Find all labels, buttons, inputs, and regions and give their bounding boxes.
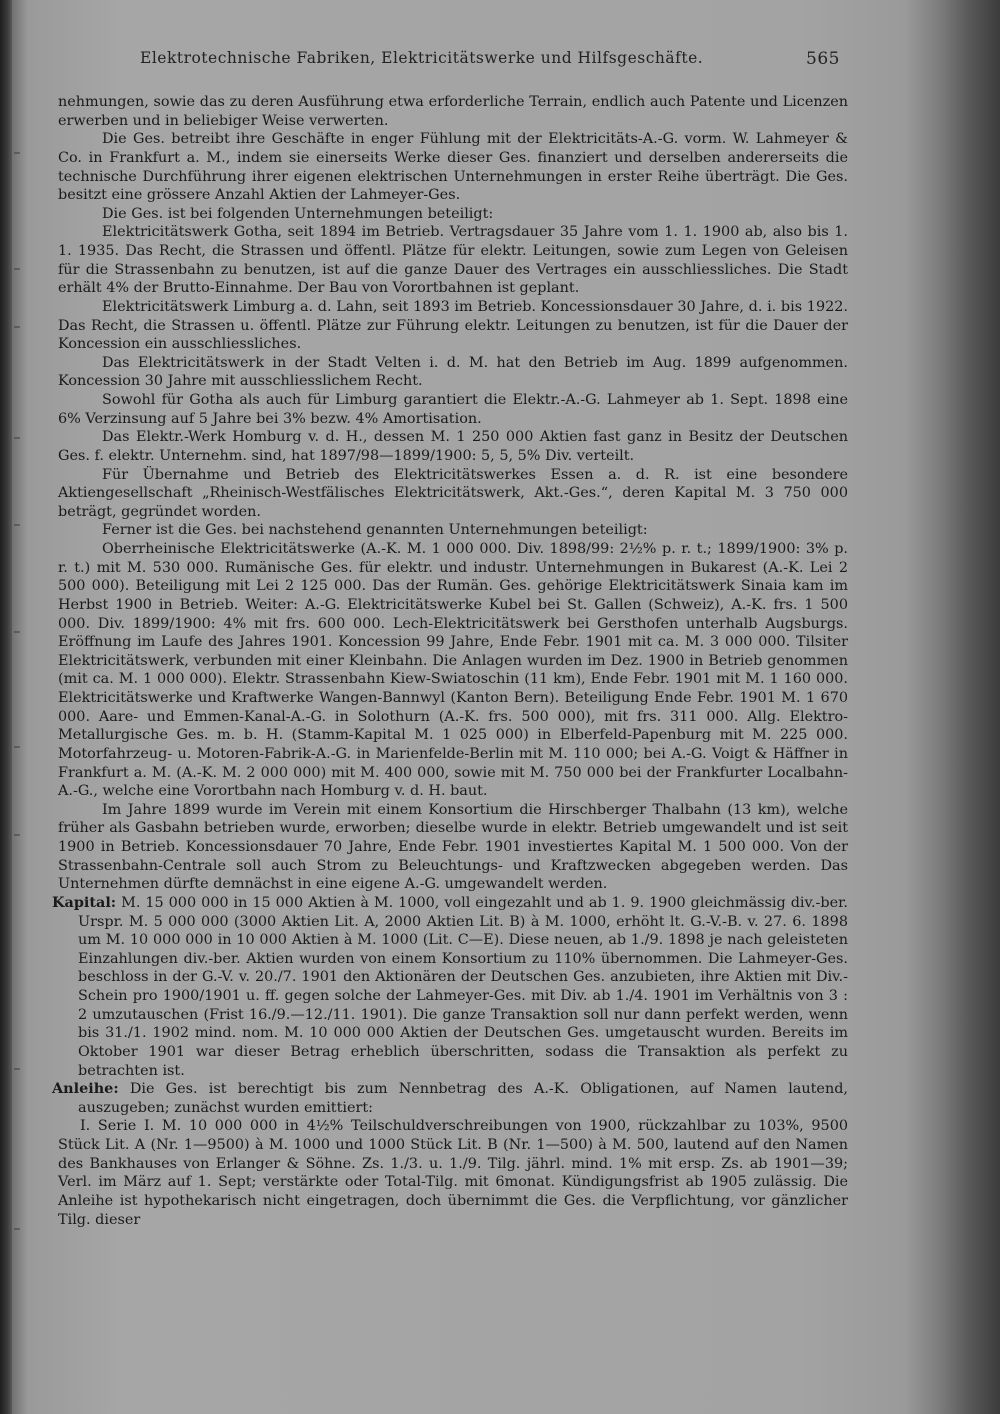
paragraph <box>58 298 848 354</box>
paragraph <box>58 466 848 522</box>
paragraph <box>58 521 848 540</box>
section-label: Anleihe: <box>52 1080 119 1098</box>
paragraph-text: M. 15 000 000 in 15 000 Aktien à M. 1000, voll eingezahlt und ab 1. 9. 1900 gleichmässig div.-ber. Urspr. M. 5 000 000 (3000 Aktien Lit. A, 2000 Aktien Lit. B) à M. 1000, erhöht lt. G.-V.-B. v. 27. 6. 1898 um M. 10 000 000 in 10 000 Aktien à M. 1000 (Lit. C—E). Diese neuen, ab 1./9. 1898 je nach geleisteten Einzahlungen div.-ber. Aktien wurden von einem Konsortium zu 110% übernommen. Die Lahmeyer-Ges. beschloss in der G.-V. v. 20./7. 1901 den Aktionären der Deutschen Ges. anzubieten, ihre Aktien mit Div.-Schein pro 1900/1901 u. ff. gegen solche der Lahmeyer-Ges. mit Div. ab 1./4. 1901 im Verhältnis von 3 : 2 umzutauschen (Frist 16./9.—12./11. 1901). Die ganze Transaktion soll nur dann perfekt werden, wenn bis 31./1. 1902 mind. nom. M. 10 000 000 Aktien der Deutschen Ges. umgetauscht wurden. Bereits im Oktober 1901 war dieser Betrag erheblich überschritten, sodass die Transaktion als perfekt zu betrachten ist. <box>78 894 848 1079</box>
paragraph-text: Elektricitätswerk Limburg a. d. Lahn, seit 1893 im Betrieb. Koncessionsdauer 30 Jahre, d. i. bis 1922. Das Recht, die Strassen u. öffentl. Plätze zur Führung elektr. Leitungen zu benutzen, ist für die Dauer der Koncession ein ausschliessliches. <box>58 298 848 353</box>
paragraph <box>58 391 848 428</box>
paragraph <box>58 223 848 298</box>
body-text <box>52 93 848 1229</box>
header-title: Elektrotechnische Fabriken, Elektricitätswerke und Hilfsgeschäfte. <box>140 49 704 67</box>
paragraph <box>58 93 848 130</box>
paragraph <box>58 801 848 894</box>
paragraph-text: Die Ges. ist berechtigt bis zum Nennbetrag des A.-K. Obligationen, auf Namen lautend, auszugeben; zunächst wurden emittiert: <box>78 1081 848 1116</box>
paragraph-text: Oberrheinische Elektricitätswerke (A.-K. M. 1 000 000. Div. 1898/99: 2½% p. r. t.; 1899/1900: 3% p. r. t.) mit M. 530 000. Rumänische Ges. für elektr. und industr. Unternehmungen in Bukarest (A.-K. Lei 2 500 000). Beteiligung mit Lei 2 125 000. Das der Rumän. Ges. gehörige Elektricitätswerk Sinaia kam im Herbst 1900 in Betrieb. Weiter: A.-G. Elektricitätswerke Kubel bei St. Gallen (Schweiz), A.-K. frs. 1 500 000. Div. 1899/1900: 4% mit frs. 600 000. Lech-Elektricitätswerk bei Gersthofen unterhalb Augsburgs. Eröffnung im Laufe des Jahres 1901. Koncession 99 Jahre, Ende Febr. 1901 mit ca. M. 3 000 000. Tilsiter Elektricitätswerk, verbunden mit einer Kleinbahn. Die Anlagen wurden im Dez. 1900 in Betrieb genommen (mit ca. M. 1 000 000). Elektr. Strassenbahn Kiew-Swiatoschin (11 km), Ende Febr. 1901 mit M. 1 160 000. Elektricitätswerke und Kraftwerke Wangen-Bannwyl (Kanton Bern). Beteiligung Ende Febr. 1901 M. 1 670 000. Aare- und Emmen-Kanal-A.-G. in Solothurn (A.-K. frs. 500 000), mit frs. 311 000. Allg. Elektro-Metallurgische Ges. m. b. H. (Stamm-Kapital M. 1 025 000) in Elberfeld-Papenburg mit M. 225 000. Motorfahrzeug- u. Motoren-Fabrik-A.-G. in Marienfelde-Berlin mit M. 110 000; bei A.-G. Voigt & Häffner in Frankfurt a. M. (A.-K. M. 2 000 000) mit M. 400 000, sowie mit M. 750 000 bei der Frankfurter Localbahn-A.-G., welche eine Vorortbahn nach Homburg v. d. H. baut. <box>58 541 848 800</box>
section-label: Kapital: <box>52 893 117 911</box>
paragraph <box>58 1117 848 1229</box>
paragraph <box>58 540 848 801</box>
paragraph <box>58 354 848 391</box>
book-binding-edge <box>0 0 12 1414</box>
paragraph <box>52 1080 848 1117</box>
page-number: 565 <box>806 49 840 69</box>
margin-marks <box>14 0 28 1414</box>
paragraph-text: Im Jahre 1899 wurde im Verein mit einem Konsortium die Hirschberger Thalbahn (13 km), welche früher als Gasbahn betrieben wurde, erworben; dieselbe wurde in elektr. Betrieb umgewandelt und ist seit 1900 in Betrieb. Koncessionsdauer 70 Jahre, Ende Febr. 1901 investiertes Kapital M. 1 500 000. Von der Strassenbahn-Centrale soll auch Strom zu Beleuchtungs- und Kraftzwecken abgegeben werden. Das Unternehmen dürfte demnächst in eine eigene A.-G. umgewandelt werden. <box>58 801 848 893</box>
paragraph-text: Elektricitätswerk Gotha, seit 1894 im Betrieb. Vertragsdauer 35 Jahre vom 1. 1. 1900 ab, also bis 1. 1. 1935. Das Recht, die Strassen und öffentl. Plätze für elektr. Leitungen, sowie zum Legen von Geleisen für die Strassenbahn zu benutzen, ist auf die ganze Dauer des Vertrages ein ausschliessliches. Die Stadt erhält 4% der Brutto-Einnahme. Der Bau von Vorortbahnen ist geplant. <box>58 224 848 297</box>
paragraph-text: nehmungen, sowie das zu deren Ausführung etwa erforderliche Terrain, endlich auch Patente und Licenzen erwerben und in beliebiger Weise verwerten. <box>58 94 848 129</box>
paragraph <box>58 130 848 205</box>
paragraph-text: Ferner ist die Ges. bei nachstehend genannten Unternehmungen beteiligt: <box>102 522 648 539</box>
paragraph-text: Die Ges. ist bei folgenden Unternehmungen beteiligt: <box>102 205 494 222</box>
paragraph-text: I. Serie I. M. 10 000 000 in 4½% Teilschuldverschreibungen von 1900, rückzahlbar zu 103%, 9500 Stück Lit. A (Nr. 1—9500) à M. 1000 und 1000 Stück Lit. B (Nr. 1—500) à M. 500, lautend auf den Namen des Bankhauses von Erlanger & Söhne. Zs. 1./3. u. 1./9. Tilg. jährl. mind. 1% mit ersp. Zs. ab 1901—39; Verl. im März auf 1. Sept; verstärkte oder Total-Tilg. mit 6monat. Kündigungsfrist ab 1905 zulässig. Die Anleihe ist hypothekarisch nicht eingetragen, doch übernimmt die Ges. die Verpflichtung, vor gänzlicher Tilg. dieser <box>58 1118 848 1228</box>
paragraph-text: Die Ges. betreibt ihre Geschäfte in enger Fühlung mit der Elektricitäts-A.-G. vorm. W. Lahmeyer & Co. in Frankfurt a. M., indem sie einerseits Werke dieser Ges. finanziert und derselben andererseits die technische Durchführung ihrer eigenen elektrischen Unternehmungen in erster Reihe überträgt. Die Ges. besitzt eine grössere Anzahl Aktien der Lahmeyer-Ges. <box>58 131 848 204</box>
paragraph-text: Sowohl für Gotha als auch für Limburg garantiert die Elektr.-A.-G. Lahmeyer ab 1. Sept. 1898 eine 6% Verzinsung auf 5 Jahre bei 3% bezw. 4% Amortisation. <box>58 392 848 427</box>
paragraph <box>58 428 848 465</box>
running-header <box>140 49 840 73</box>
paragraph-text: Für Übernahme und Betrieb des Elektricitätswerkes Essen a. d. R. ist eine besondere Aktiengesellschaft „Rheinisch-Westfälisches Elektricitätswerk, Akt.-Ges.“, deren Kapital M. 3 750 000 beträgt, gegründet worden. <box>58 466 848 520</box>
paragraph-text: Das Elektr.-Werk Homburg v. d. H., dessen M. 1 250 000 Aktien fast ganz in Besitz der Deutschen Ges. f. elektr. Unternehm. sind, hat 1897/98—1899/1900: 5, 5, 5% Div. verteilt. <box>58 429 848 464</box>
paragraph <box>52 893 848 1080</box>
paragraph-text: Das Elektricitätswerk in der Stadt Velten i. d. M. hat den Betrieb im Aug. 1899 aufgenommen. Koncession 30 Jahre mit ausschliesslichem Recht. <box>58 354 848 390</box>
paragraph <box>58 205 848 224</box>
